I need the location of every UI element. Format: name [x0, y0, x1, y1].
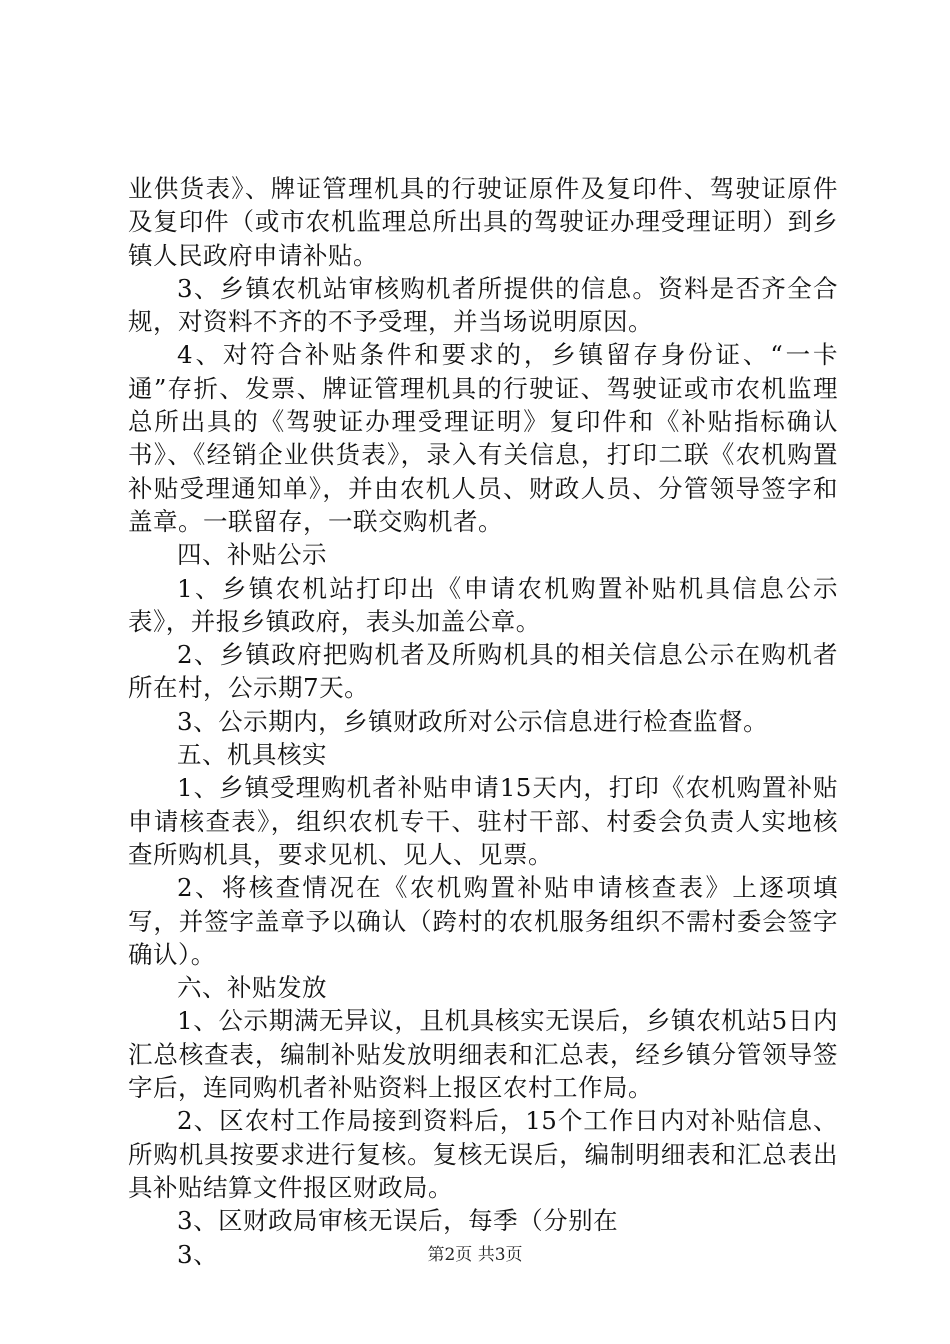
section-heading-payment: 六、补贴发放 — [177, 973, 327, 1003]
paragraph-payment-3: 3、区财政局审核无误后，每季（分别在 — [177, 1206, 619, 1236]
paragraph-payment-1: 1、公示期满无异议，且机具核实无误后，乡镇农机站5日内汇总核查表，编制补贴发放明细表和汇总表，经乡镇分管领导签字后，连同购机者补贴资料上报区农村工作局。 — [128, 1006, 838, 1103]
paragraph-item-3-review: 3、乡镇农机站审核购机者所提供的信息。资料是否齐全合规，对资料不齐的不予受理，并当场说明原因。 — [128, 273, 838, 337]
paragraph-publicity-3: 3、公示期内，乡镇财政所对公示信息进行检查监督。 — [177, 706, 769, 736]
paragraph-verification-2: 2、将核查情况在《农机购置补贴申请核查表》上逐项填写，并签字盖章予以确认（跨村的农机服务组织不需村委会签字确认）。 — [128, 873, 838, 969]
paragraph-verification-1: 1、乡镇受理购机者补贴申请15天内，打印《农机购置补贴申请核查表》，组织农机专干、驻村干部、村委会负责人实地核查所购机具，要求见机、见人、见票。 — [128, 773, 838, 869]
paragraph-publicity-2: 2、乡镇政府把购机者及所购机具的相关信息公示在购机者所在村，公示期7天。 — [128, 640, 838, 703]
paragraph-continuation: 业供货表》、牌证管理机具的行驶证原件及复印件、驾驶证原件及复印件（或市农机监理总所出具的驾驶证办理受理证明）到乡镇人民政府申请补贴。 — [128, 174, 838, 270]
paragraph-item-4-eligible: 4、对符合补贴条件和要求的，乡镇留存身份证、“一卡通”存折、发票、牌证管理机具的行驶证、驾驶证或市农机监理总所出具的《驾驶证办理受理证明》复印件和《补贴指标确认书》、《经销企业供货表》，录入有关信息，打印二联《农机购置补贴受理通知单》，并由农机人员、财政人员、分管领导签字和盖章。一联留存，一联交购机者。 — [128, 340, 838, 536]
paragraph-publicity-1: 1、乡镇农机站打印出《申请农机购置补贴机具信息公示表》，并报乡镇政府，表头加盖公章。 — [128, 573, 838, 636]
document-body — [128, 172, 838, 1271]
section-heading-verification: 五、机具核实 — [177, 740, 327, 770]
page-number-footer: 第2页 共3页 — [427, 1245, 523, 1265]
section-heading-publicity: 四、补贴公示 — [177, 540, 327, 570]
paragraph-fragment: 3、 — [177, 1239, 219, 1269]
paragraph-payment-2: 2、区农村工作局接到资料后，15个工作日内对补贴信息、所购机具按要求进行复核。复核无误后，编制明细表和汇总表出具补贴结算文件报区财政局。 — [128, 1106, 838, 1202]
